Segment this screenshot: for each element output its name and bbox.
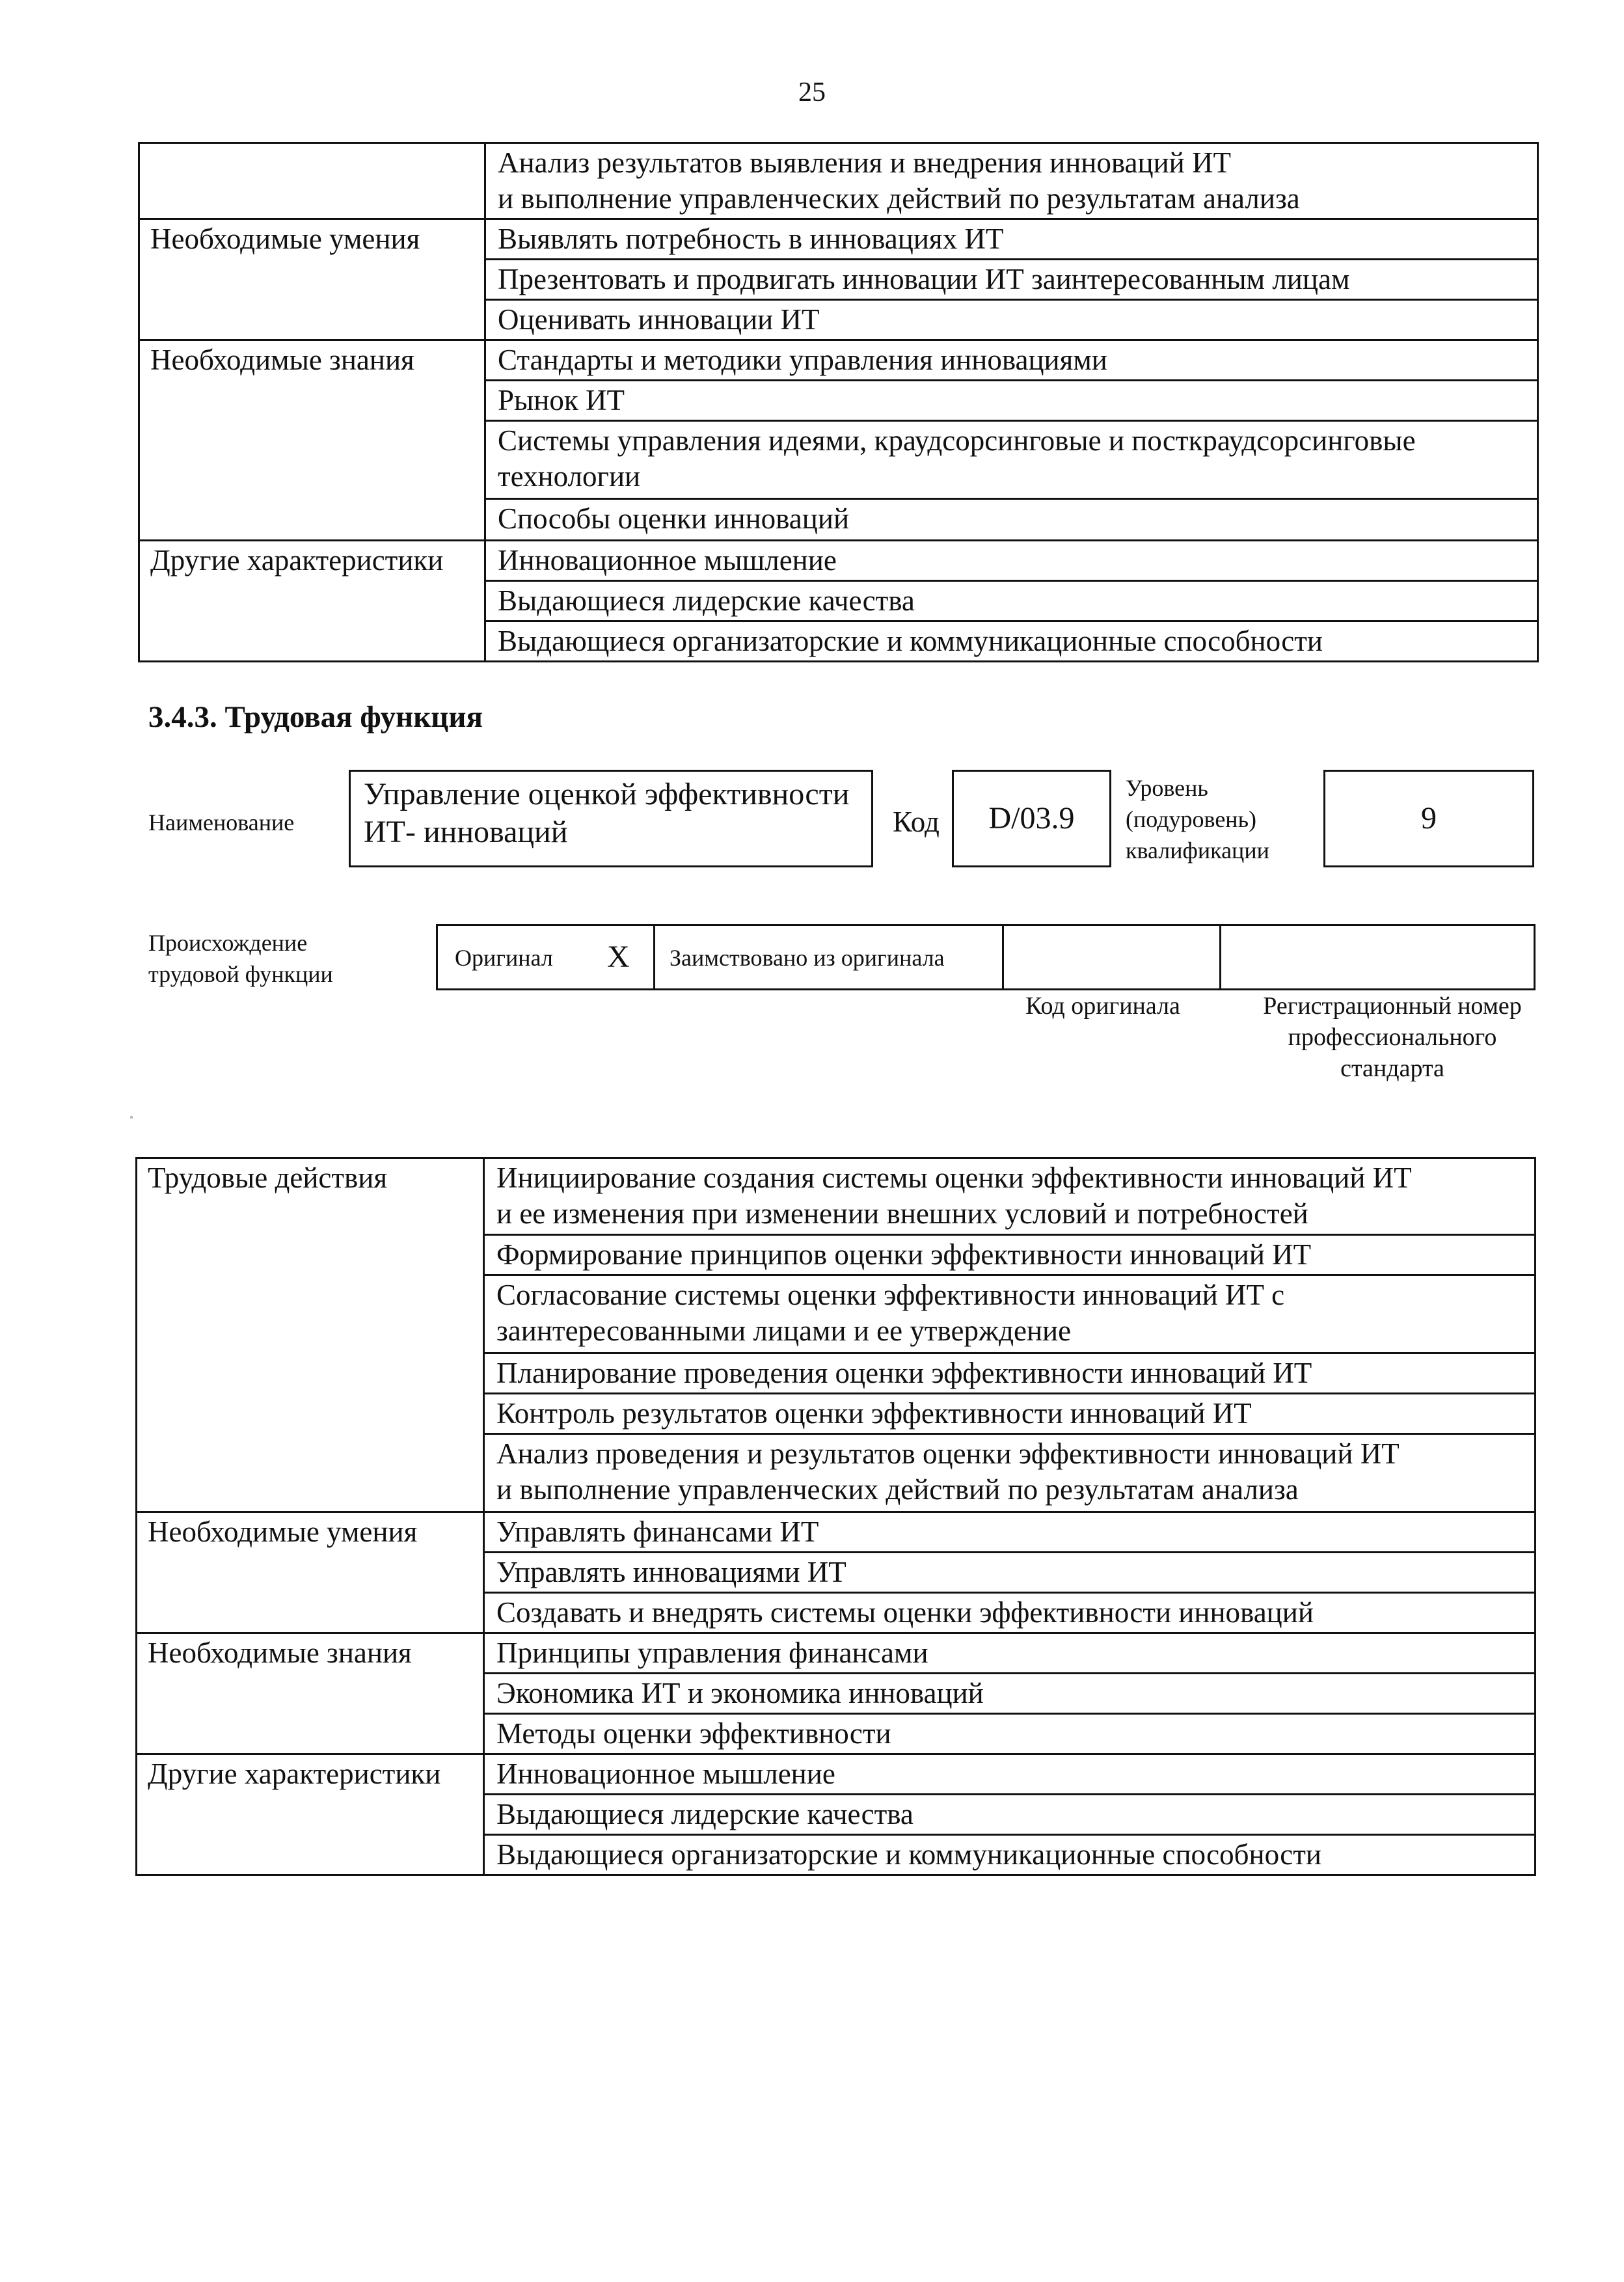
table-row	[137, 1754, 1536, 1795]
row-label-other: Другие характеристики	[139, 541, 485, 662]
row-value-line: и выполнение управленческих действий по результатам анализа	[498, 182, 1300, 215]
row-value-cell: Инновационное мышление	[484, 1754, 1536, 1795]
row-value-cell: Методы оценки эффективности	[484, 1714, 1536, 1754]
row-label-skills: Необходимые умения	[139, 219, 485, 340]
row-value-line: заинтересованными лицами и ее утверждение	[496, 1314, 1072, 1347]
row-value-line: и выполнение управленческих действий по результатам анализа	[496, 1473, 1299, 1506]
row-value-line: Системы управления идеями, краудсорсинговые и посткраудсорсинговые	[498, 424, 1416, 457]
row-value-cell: Выдающиеся лидерские качества	[484, 1795, 1536, 1835]
borrowed-cell	[655, 926, 1004, 988]
borrowed-label: Заимствовано из оригинала	[670, 945, 945, 971]
row-value-cell	[484, 1434, 1536, 1512]
page-number: 25	[798, 77, 826, 107]
row-value-cell: Стандарты и методики управления инновациями	[485, 340, 1538, 381]
original-code-cell	[1004, 926, 1221, 988]
row-value-cell: Принципы управления финансами	[484, 1633, 1536, 1674]
row-value-line: Инициирование создания системы оценки эффективности инноваций ИТ	[496, 1161, 1412, 1194]
row-label-knowledge: Необходимые знания	[139, 340, 485, 541]
name-label: Наименование	[148, 809, 295, 835]
row-value-cell: Контроль результатов оценки эффективности инноваций ИТ	[484, 1394, 1536, 1434]
section-heading: 3.4.3. Трудовая функция	[148, 700, 483, 734]
original-code-caption: Код оригинала	[1025, 992, 1180, 1020]
row-value-cell: Создавать и внедрять системы оценки эффективности инноваций	[484, 1593, 1536, 1633]
table-row	[137, 1512, 1536, 1553]
table-row	[139, 143, 1538, 219]
original-cell	[438, 926, 655, 988]
row-value-cell	[485, 143, 1538, 219]
level-value-box: 9	[1323, 770, 1534, 867]
row-value-line: Анализ результатов выявления и внедрения инноваций ИТ	[498, 146, 1231, 179]
row-label-skills: Необходимые умения	[137, 1512, 484, 1633]
row-value-cell: Выдающиеся лидерские качества	[485, 581, 1538, 621]
table-row	[139, 340, 1538, 381]
row-value-cell: Экономика ИТ и экономика инноваций	[484, 1674, 1536, 1714]
row-value-cell: Выявлять потребность в инновациях ИТ	[485, 219, 1538, 260]
scan-speck	[130, 1116, 133, 1119]
row-value-cell: Оценивать инновации ИТ	[485, 300, 1538, 340]
original-label: Оригинал	[455, 945, 553, 971]
row-value-cell: Формирование принципов оценки эффективности инноваций ИТ	[484, 1235, 1536, 1275]
row-label-knowledge: Необходимые знания	[137, 1633, 484, 1754]
row-value-cell	[485, 421, 1538, 499]
row-value-line: Анализ проведения и результатов оценки эффективности инноваций ИТ	[496, 1437, 1400, 1470]
table-row	[137, 1158, 1536, 1235]
labor-function-table	[135, 1157, 1536, 1876]
row-label-cell	[139, 143, 485, 219]
row-value-cell	[484, 1158, 1536, 1235]
row-value-cell: Рынок ИТ	[485, 381, 1538, 421]
row-value-cell: Инновационное мышление	[485, 541, 1538, 581]
registration-number-caption: Регистрационный номер профессионального стандарта	[1263, 992, 1522, 1082]
row-value-cell: Управлять инновациями ИТ	[484, 1553, 1536, 1593]
row-label-actions: Трудовые действия	[137, 1158, 484, 1512]
row-value-cell: Управлять финансами ИТ	[484, 1512, 1536, 1553]
row-value-line: и ее изменения при изменении внешних условий и потребностей	[496, 1197, 1308, 1230]
table-row	[139, 219, 1538, 260]
top-skills-table	[138, 142, 1539, 662]
function-code-box: D/03.9	[952, 770, 1111, 867]
registration-number-cell	[1221, 926, 1534, 988]
row-value-cell: Презентовать и продвигать инновации ИТ заинтересованным лицам	[485, 260, 1538, 300]
row-value-line: технологии	[498, 460, 641, 493]
row-value-cell	[484, 1275, 1536, 1353]
table-row	[137, 1633, 1536, 1674]
row-value-cell: Планирование проведения оценки эффективности инноваций ИТ	[484, 1353, 1536, 1394]
table-row	[139, 541, 1538, 581]
origin-row	[436, 924, 1536, 990]
row-value-line: Согласование системы оценки эффективности инноваций ИТ с	[496, 1279, 1285, 1311]
row-value-cell: Выдающиеся организаторские и коммуникационные способности	[485, 621, 1538, 662]
function-name-box: Управление оценкой эффективности ИТ- инноваций	[349, 770, 873, 867]
row-label-other: Другие характеристики	[137, 1754, 484, 1875]
origin-label: Происхождение трудовой функции	[148, 930, 333, 987]
row-value-cell: Способы оценки инноваций	[485, 499, 1538, 541]
row-value-cell: Выдающиеся организаторские и коммуникационные способности	[484, 1835, 1536, 1875]
original-mark: X	[607, 940, 630, 974]
level-label: Уровень (подуровень) квалификации	[1126, 775, 1269, 863]
code-label: Код	[893, 806, 940, 838]
